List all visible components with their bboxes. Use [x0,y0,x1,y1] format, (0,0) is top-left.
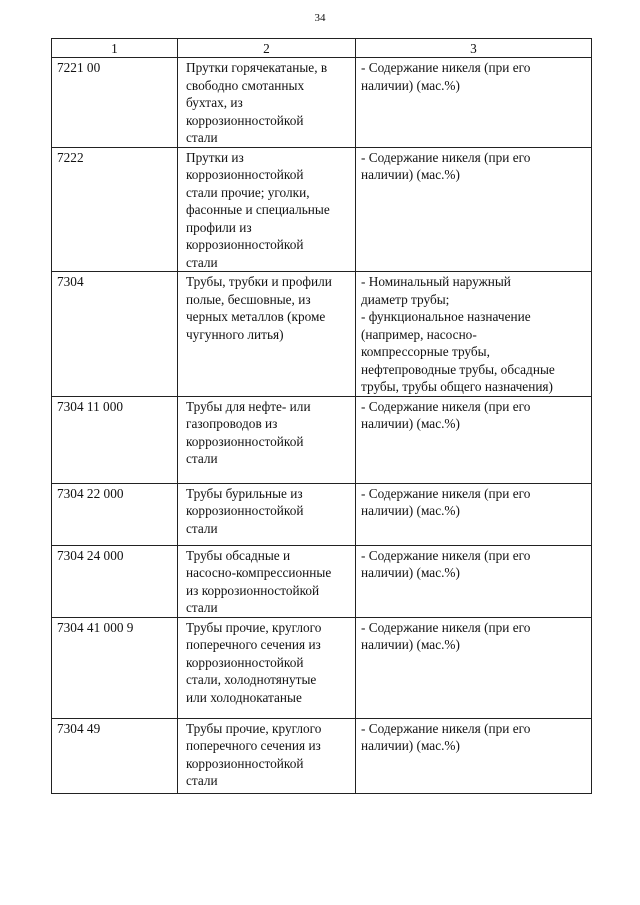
product-code-cell: 7222 [52,147,178,272]
table-row [52,545,592,617]
characteristics-cell: - Содержание никеля (при его наличии) (мас.%) [356,545,592,617]
classification-table [51,38,592,794]
characteristics-cell: - Содержание никеля (при его наличии) (мас.%) [356,718,592,793]
product-name-cell: Трубы обсадные и насосно-компрессионные из коррозионностойкой стали [178,545,356,617]
product-code-cell: 7304 [52,272,178,397]
product-code-cell: 7304 22 000 [52,483,178,545]
table-row [52,147,592,272]
characteristics-cell: - Номинальный наружный диаметр трубы; - функциональное назначение (например, насосно- компрессорные трубы, нефтепроводные трубы, обсадные трубы, трубы общего назначения) [356,272,592,397]
table-row [52,718,592,793]
product-name-cell: Трубы, трубки и профили полые, бесшовные, из черных металлов (кроме чугунного литья) [178,272,356,397]
column-header-3: 3 [356,39,592,58]
page-number: 34 [314,12,326,24]
column-header-1: 1 [52,39,178,58]
characteristics-cell: - Содержание никеля (при его наличии) (мас.%) [356,147,592,272]
table-header-row [52,39,592,58]
product-code-cell: 7304 49 [52,718,178,793]
product-name-cell: Прутки горячекатаные, в свободно смотанных бухтах, из коррозионностойкой стали [178,58,356,148]
product-code-cell: 7221 00 [52,58,178,148]
product-name-cell: Прутки из коррозионностойкой стали прочие; уголки, фасонные и специальные профили из коррозионностойкой стали [178,147,356,272]
table-row [52,58,592,148]
product-name-cell: Трубы прочие, круглого поперечного сечения из коррозионностойкой стали [178,718,356,793]
product-code-cell: 7304 11 000 [52,396,178,483]
table-row [52,396,592,483]
characteristics-cell: - Содержание никеля (при его наличии) (мас.%) [356,483,592,545]
characteristics-cell: - Содержание никеля (при его наличии) (мас.%) [356,396,592,483]
product-name-cell: Трубы бурильные из коррозионностойкой стали [178,483,356,545]
product-name-cell: Трубы для нефте- или газопроводов из коррозионностойкой стали [178,396,356,483]
table-row [52,272,592,397]
product-code-cell: 7304 41 000 9 [52,617,178,718]
column-header-2: 2 [178,39,356,58]
product-name-cell: Трубы прочие, круглого поперечного сечения из коррозионностойкой стали, холоднотянутые или холоднокатаные [178,617,356,718]
characteristics-cell: - Содержание никеля (при его наличии) (мас.%) [356,617,592,718]
table-row [52,617,592,718]
product-code-cell: 7304 24 000 [52,545,178,617]
characteristics-cell: - Содержание никеля (при его наличии) (мас.%) [356,58,592,148]
table-row [52,483,592,545]
